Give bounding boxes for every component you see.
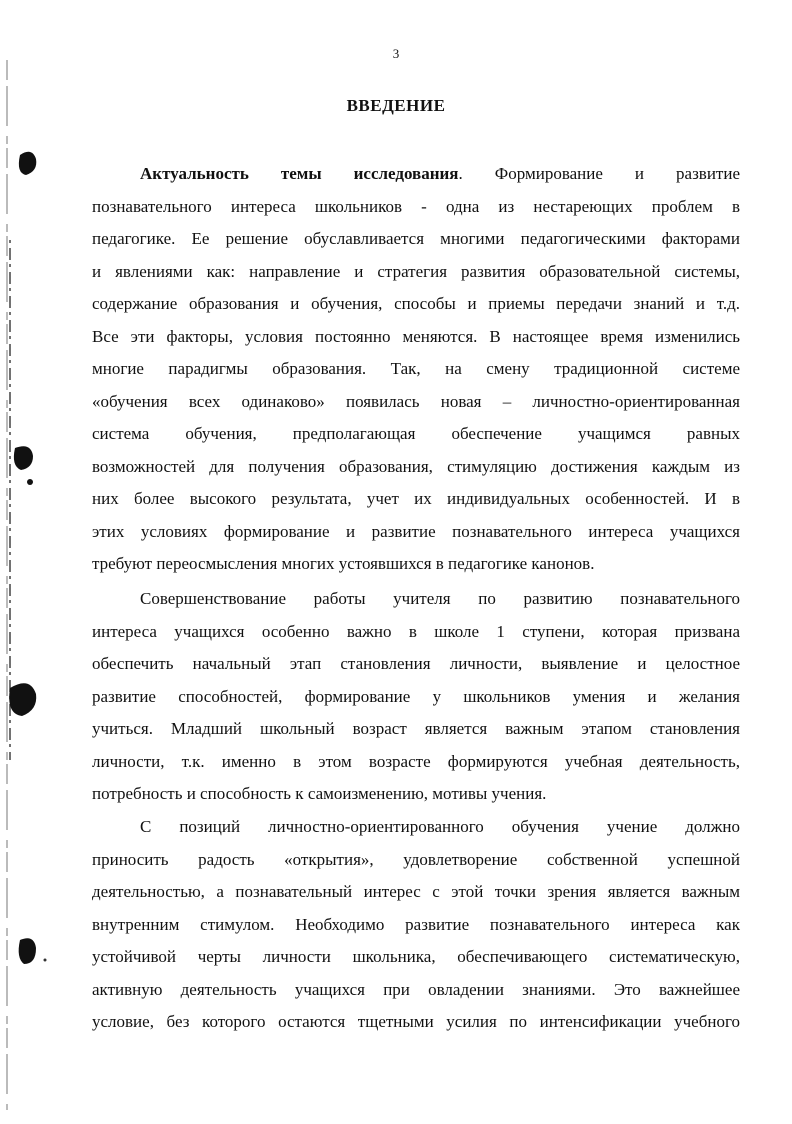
paragraph-line: интереса учащихся особенно важно в школе 1 ступени, которая призвана <box>92 621 740 641</box>
paragraph-2 <box>92 583 740 811</box>
paragraph-line: развитие способностей, формирование у школьников умения и желания <box>92 686 740 706</box>
punch-hole-marks <box>0 0 60 1124</box>
paragraph-line: познавательного интереса школьников - одна из нестареющих проблем в <box>92 196 740 216</box>
paragraph-line: устойчивой черты личности школьника, обеспечивающего систематическую, <box>92 947 740 966</box>
paragraph-line: них более высокого результата, учет их индивидуальных особенностей. И в <box>92 489 740 508</box>
paragraph-line: и явлениями как: направление и стратегия развития образовательной системы, <box>92 261 740 281</box>
paragraph-line: Совершенствование работы учителя по развитию познавательного <box>140 589 740 608</box>
paragraph-line: условие, без которого остаются тщетными усилия по интенсификации учебного <box>92 1012 740 1031</box>
paragraph-line: этих условиях формирование и развитие познавательного интереса учащихся <box>92 521 740 541</box>
paragraph-line: потребность и способность к самоизменению, мотивы учения. <box>92 784 547 803</box>
paragraph-line: активную деятельность учащихся при овладении знаниями. Это важнейшее <box>92 979 740 999</box>
paragraph-line: многие парадигмы образования. Так, на смену традиционной системе <box>92 359 740 378</box>
paragraph-line: содержание образования и обучения, способы и приемы передачи знаний и т.д. <box>92 294 740 313</box>
paragraph-line: Актуальность темы исследования. Формирование и развитие <box>140 164 740 183</box>
paragraph-line: приносить радость «открытия», удовлетворение собственной успешной <box>92 849 740 869</box>
paragraph-line: «обучения всех одинаково» появилась новая – личностно-ориентированная <box>92 391 740 411</box>
paragraph-line: требуют переосмысления многих устоявшихся в педагогике канонов. <box>92 554 595 573</box>
paragraph-line: Все эти факторы, условия постоянно меняются. В настоящее время изменились <box>92 326 740 346</box>
paragraph-line: внутренним стимулом. Необходимо развитие познавательного интереса как <box>92 914 740 934</box>
paragraph-line: личности, т.к. именно в этом возрасте формируются учебная деятельность, <box>92 751 740 771</box>
paragraph-line: учиться. Младший школьный возраст является важным этапом становления <box>92 719 740 738</box>
paragraph-line: система обучения, предполагающая обеспечение учащимся равных <box>92 424 740 443</box>
paragraph-1 <box>92 158 740 581</box>
paragraph-line: обеспечить начальный этап становления личности, выявление и целостное <box>92 654 740 673</box>
page-number: 3 <box>392 46 400 61</box>
section-heading: ВВЕДЕНИЕ <box>346 96 446 115</box>
paragraph-3 <box>92 811 740 1039</box>
paragraph-line: С позиций личностно-ориентированного обучения учение должно <box>140 817 740 836</box>
paragraph-line: деятельностью, а познавательный интерес с этой точки зрения является важным <box>92 882 740 901</box>
bold-phrase: Актуальность темы исследования <box>140 164 459 183</box>
scan-margin-artifacts <box>0 0 60 1124</box>
paragraph-line: педагогике. Ее решение обуславливается многими педагогическими факторами <box>92 229 740 248</box>
paragraph-line: возможностей для получения образования, стимуляцию достижения каждым из <box>92 456 740 476</box>
